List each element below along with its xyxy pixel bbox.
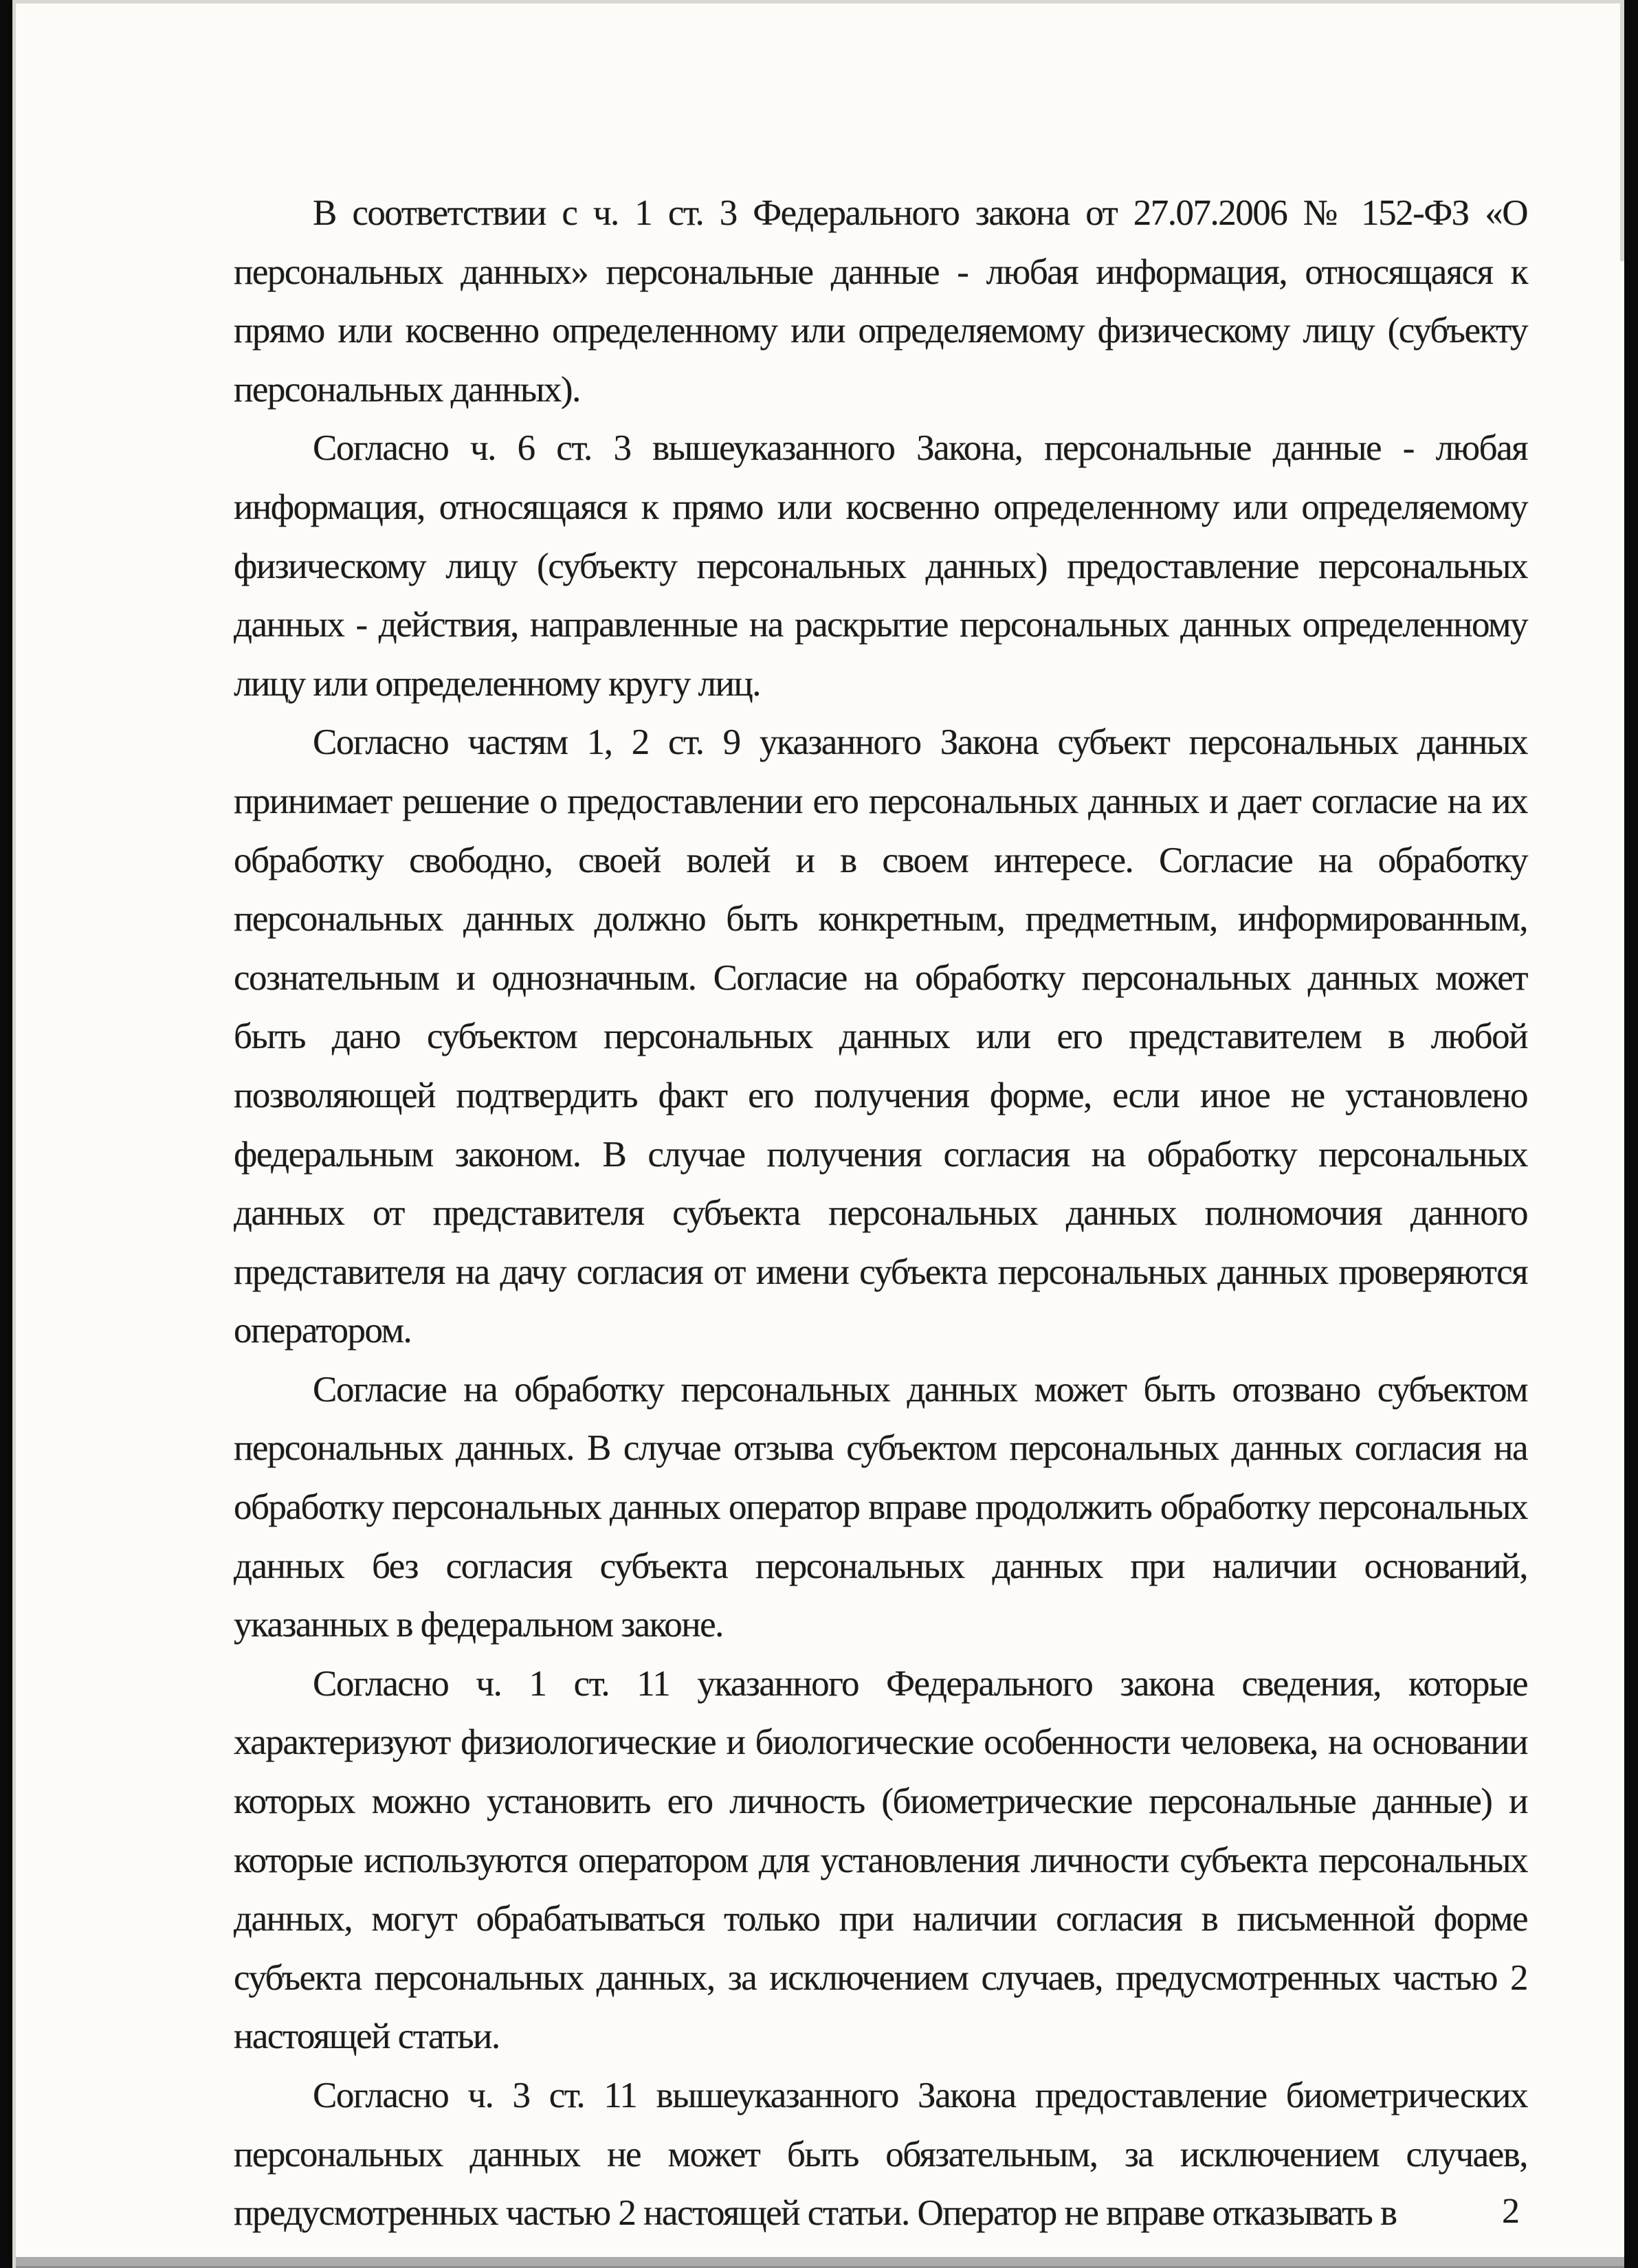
scan-left-edge-shadow <box>12 0 16 2268</box>
scan-top-edge <box>0 0 1638 3</box>
paragraph: В соответствии с ч. 1 ст. 3 Федерального закона от 27.07.2006 № 152-ФЗ «О персональных данных» персональные данные - любая информация, относящаяся к прямо или косвенно определенному или определяемому физическому лицу (субъекту персональных данных). <box>234 193 1527 410</box>
paragraph: Согласно ч. 3 ст. 11 вышеуказанного Закона предоставление биометрических персональных данных не может быть обязательным, за исключением случаев, предусмотренных частью 2 настоящей статьи. Оператор не вправе отказывать в <box>234 2076 1527 2234</box>
paragraph: Согласно ч. 6 ст. 3 вышеуказанного Закона, персональные данные - любая информация, относящаяся к прямо или косвенно определенному или определяемому физическому лицу (субъекту персональных данных) предоставление персональных данных - действия, направленные на раскрытие персональных данных определенному лицу или определенному кругу лиц. <box>234 428 1527 704</box>
scan-bottom-bar <box>0 2257 1638 2268</box>
page-number: 2 <box>1502 2192 1520 2231</box>
document-body-text <box>234 184 1527 2243</box>
scan-right-black-edge <box>1624 0 1638 2268</box>
paragraph: Согласно ч. 1 ст. 11 указанного Федерального закона сведения, которые характеризуют физиологические и биологические особенности человека, на основании которых можно установить его личность (биометрические персональные данные) и которые используются оператором для установления личности субъекта персональных данных, могут обрабатываться только при наличии согласия в письменной форме субъекта персональных данных, за исключением случаев, предусмотренных частью 2 настоящей статьи. <box>234 1663 1527 2057</box>
paragraph: Согласно частям 1, 2 ст. 9 указанного Закона субъект персональных данных принимает решение о предоставлении его персональных данных и дает согласие на их обработку свободно, своей волей и в своем интересе. Согласие на обработку персональных данных должно быть конкретным, предметным, информированным, сознательным и однозначным. Согласие на обработку персональных данных может быть дано субъектом персональных данных или его представителем в любой позволяющей подтвердить факт его получения форме, если иное не установлено федеральным законом. В случае получения согласия на обработку персональных данных от представителя субъекта персональных данных полномочия данного представителя на дачу согласия от имени субъекта персональных данных проверяются оператором. <box>234 722 1527 1351</box>
scan-left-black-edge <box>0 0 12 2268</box>
scan-right-edge-shadow <box>1620 0 1624 261</box>
paragraph: Согласие на обработку персональных данных может быть отозвано субъектом персональных данных. В случае отзыва субъектом персональных данных согласия на обработку персональных данных оператор вправе продолжить обработку персональных данных без согласия субъекта персональных данных при наличии оснований, указанных в федеральном законе. <box>234 1369 1527 1645</box>
